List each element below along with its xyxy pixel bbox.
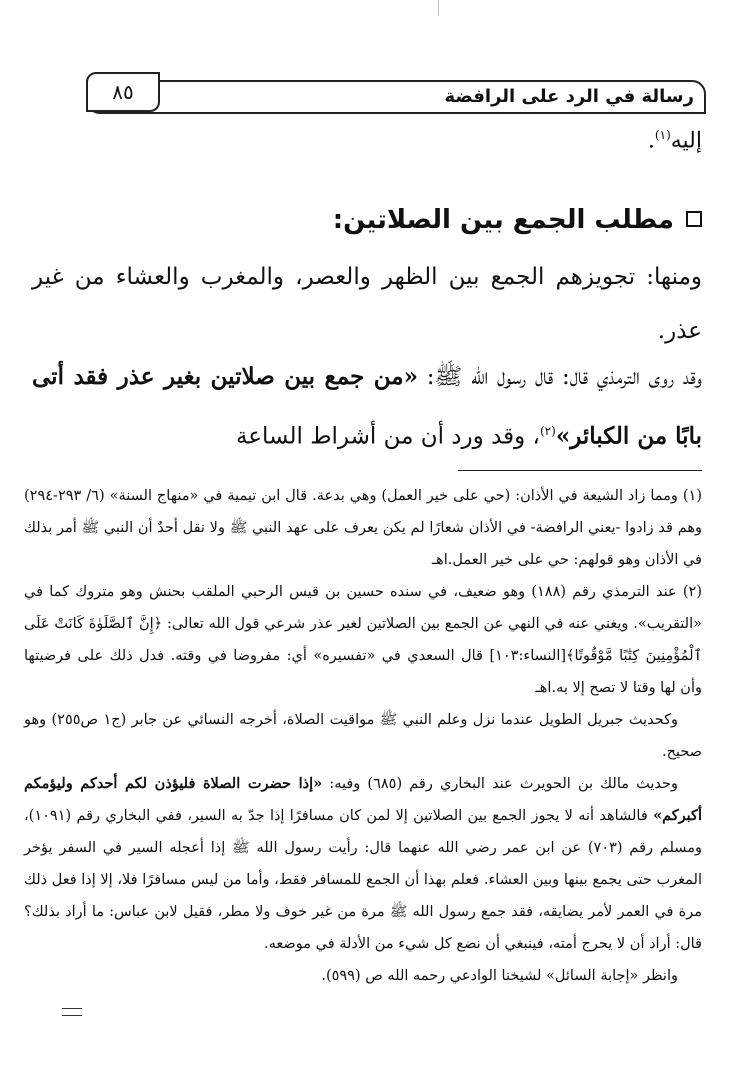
footnote-2-malik xyxy=(24,768,702,960)
footnote-separator xyxy=(458,470,702,471)
paragraph-2-start: وقد روى الترمذي قال: قال رسول الله ﷺ: xyxy=(417,364,702,390)
paragraph-1: ومنها: تجويزهم الجمع بين الظهر والعصر، والمغرب والعشاء من غير عذر. xyxy=(32,264,702,344)
footnote-2-malik-end: فالشاهد أنه لا يجوز الجمع بين الصلاتين إلا لمن كان مسافرًا إذا جدّ به السير، ففي البخاري رقم (١٠٩١)، ومسلم رقم (٧٠٣) عن ابن عمر رضي الله عنهما قال: رأيت رسول الله ﷺ إذا أعجله السير في السفر يؤخر المغرب حتى يجمع بينها وبين العشاء. فعلم بهذا أن الجمع للمسافر فقط، وأما من ليس مسافرًا فلا، إلا إذا فعل ذلك مرة في العمر لأمر يضايقه، فقد جمع رسول الله ﷺ مرة من غير خوف ولا مطر، فقيل لابن عباس: ما أراد بذلك؟ قال: أراد أن لا يحرج أمته، فينبغي أن نضع كل شيء من الأدلة في موضعه. xyxy=(24,808,702,952)
top-trim-mark xyxy=(438,0,439,16)
section-heading xyxy=(32,200,702,240)
paragraph-2 xyxy=(32,350,702,464)
section-heading-text: مطلب الجمع بين الصلاتين: xyxy=(332,205,674,235)
footnote-2-malik-start: وحديث مالك بن الحويرث عند البخاري رقم (٦٨٥) وفيه: xyxy=(322,776,678,792)
continuation-text: إليه xyxy=(670,128,702,154)
continuation-end: . xyxy=(647,128,655,154)
running-header xyxy=(86,80,706,114)
running-title: رسالة في الرد على الرافضة xyxy=(444,86,694,107)
hadith-quote: «من جمع بين صلاتين بغير عذر فقد أتى بابًا من الكبائر» xyxy=(32,363,702,450)
footnotes xyxy=(24,480,702,992)
footnote-ref-1: (١) xyxy=(654,128,671,142)
page-number-box xyxy=(86,72,160,112)
footnote-2-jibril: وكحديث جبريل الطويل عندما نزل وعلم النبي ﷺ مواقيت الصلاة، أخرجه النسائي عن جابر (ج١ ص٢٥٥) وهو صحيح. xyxy=(24,712,702,760)
continuation-line xyxy=(648,128,702,153)
footnote-1: (١) ومما زاد الشيعة في الأذان: (حي على خير العمل) وهي بدعة. قال ابن تيمية في «منهاج السنة» (٦/ ٢٩٣-٢٩٤) وهم قد زادوا -يعني الرافضة- في الأذان شعارًا لم يكن يعرف على عهد النبي ﷺ ولا نقل أحدٌ أن النبي ﷺ أمر بذلك في الأذان وهو قولهم: حي على خير العمل.اهـ xyxy=(24,488,703,568)
page-number: ٨٥ xyxy=(112,80,134,104)
footnote-2-hadith: «إذا حضرت الصلاة فليؤذن لكم أحدكم وليؤمكم أكبركم» xyxy=(24,775,702,824)
margin-mark xyxy=(62,1008,82,1016)
footnote-2: (٢) عند الترمذي رقم (١٨٨) وهو ضعيف، في سنده حسين بن قيس الرحبي الملقب بحنش وهو متروك كما في «التقريب». ويغني عنه في النهي عن الجمع بين الصلاتين لغير عذر شرعي قول الله تعالى: ﴿إِنَّ ٱلصَّلَوٰةَ كَانَتْ عَلَى ٱلْمُؤْمِنِينَ كِتَٰبًا مَّوْقُوتًا﴾[النساء:١٠٣] قال السعدي في «تفسيره» أي: مفروضا في وقته. فدل ذلك على فرضيتها وأن لها وقتا لا تصح إلا به.اهـ xyxy=(24,584,702,696)
footnote-ref-2: (٢) xyxy=(539,424,556,438)
footnote-2-reference: وانظر «إجابة السائل» لشيخنا الوادعي رحمه الله ص (٥٩٩). xyxy=(321,968,678,984)
square-bullet-icon xyxy=(686,211,702,227)
paragraph-2-end: ، وقد ورد أن من أشراط الساعة xyxy=(235,423,540,450)
